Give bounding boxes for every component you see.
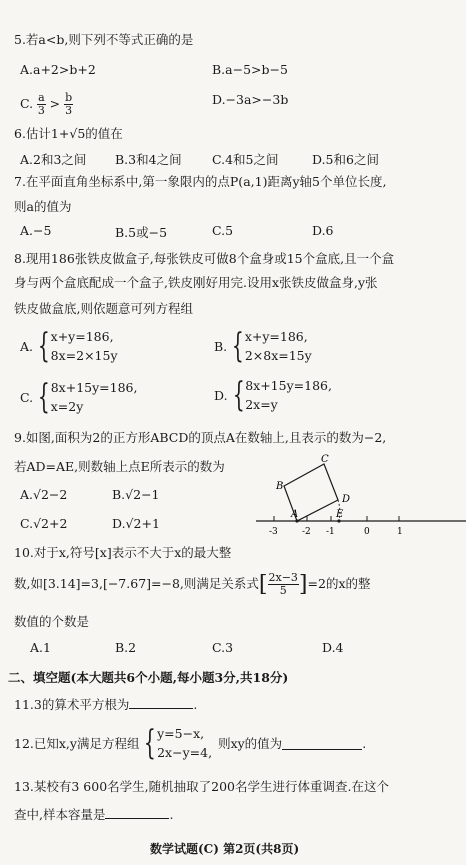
q5-option-d: D.−3a>−3b bbox=[212, 92, 289, 107]
section2-heading: 二、填空题(本大题共6个小题,每小题3分,共18分) bbox=[8, 670, 289, 685]
q10-option-a: A.1 bbox=[30, 640, 51, 655]
q8-option-b: B. { x+y=186, 2×8x=15y bbox=[214, 326, 312, 366]
point-a-label: A bbox=[291, 509, 299, 520]
q9-option-b: B.√2−1 bbox=[112, 487, 160, 502]
point-d-label: D bbox=[342, 494, 351, 505]
q7-option-a: A.−5 bbox=[20, 223, 52, 238]
q8-option-a-label: A. bbox=[20, 338, 34, 354]
q9-option-c: C.√2+2 bbox=[20, 516, 68, 531]
q10-option-b: B.2 bbox=[115, 640, 137, 655]
point-e-label: E bbox=[336, 509, 344, 520]
q13-text: 查中,样本容量是 bbox=[14, 807, 106, 822]
q13-line2: 查中,样本容量是 . bbox=[14, 807, 174, 822]
q9-option-a: A.√2−2 bbox=[20, 487, 68, 502]
tick-label: -2 bbox=[302, 527, 311, 537]
q10-stem-line2: 数,如[3.14]=3,[−7.67]=−8,则满足关系式[ $\frac{2x-3}{5}$ ]=2的x的整 bbox=[14, 571, 371, 597]
q10-fraction: $\frac{2x-3}{5}$ bbox=[268, 571, 298, 597]
q7-option-b: B.5或−5 bbox=[115, 225, 168, 240]
q5-c-op: > bbox=[49, 96, 61, 111]
q5-c-frac-left: $\frac{a}{3}$ bbox=[37, 91, 45, 117]
tick-label: -3 bbox=[269, 527, 278, 537]
tick-label: 1 bbox=[397, 527, 403, 537]
point-c-label: C bbox=[321, 454, 329, 465]
q7-option-d: D.6 bbox=[312, 223, 334, 238]
q5-option-c-label: C. bbox=[20, 96, 34, 111]
q12-system: y=5−x, 2x−y=4, bbox=[157, 726, 213, 760]
q8-option-b-label: B. bbox=[214, 338, 228, 354]
q8-option-a: A. { x+y=186, 8x=2×15y bbox=[20, 326, 118, 366]
q8-option-c: C. { 8x+15y=186, x=2y bbox=[20, 377, 138, 417]
q7-option-c: C.5 bbox=[212, 223, 234, 238]
q13-line1: 13.某校有3 600名学生,随机抽取了200名学生进行体重调查.在这个 bbox=[14, 779, 389, 794]
q10-stem-line2-post: =2的x的整 bbox=[307, 576, 371, 591]
q6-option-c: C.4和5之间 bbox=[212, 152, 279, 167]
q10-stem-line1: 10.对于x,符号[x]表示不大于x的最大整 bbox=[14, 545, 232, 560]
q5-option-b: B.a−5>b−5 bbox=[212, 62, 288, 77]
q12-line: 12.已知x,y满足方程组 { y=5−x, 2x−y=4, 则xy的值为 . bbox=[14, 723, 367, 763]
q9-option-d: D.√2+1 bbox=[112, 516, 160, 531]
q9-stem-line2: 若AD=AE,则数轴上点E所表示的数为 bbox=[14, 459, 225, 474]
q6-option-b: B.3和4之间 bbox=[115, 152, 182, 167]
q11-answer-blank[interactable] bbox=[129, 696, 193, 709]
q10-stem-line3: 数值的个数是 bbox=[14, 614, 90, 629]
q5-c-frac-right: $\frac{b}{3}$ bbox=[65, 91, 73, 117]
q8-option-d: D. { 8x+15y=186, 2x=y bbox=[214, 375, 332, 415]
q9-stem-line1: 9.如图,面积为2的正方形ABCD的顶点A在数轴上,且表示的数为−2, bbox=[14, 430, 387, 445]
q11-line: 11.3的算术平方根为 . bbox=[14, 697, 198, 712]
q5-stem: 5.若a<b,则下列不等式正确的是 bbox=[14, 32, 194, 47]
page-footer: 数学试题(C) 第2页(共8页) bbox=[150, 842, 300, 856]
q6-option-a: A.2和3之间 bbox=[20, 152, 87, 167]
q8-option-d-label: D. bbox=[214, 387, 228, 403]
q12-text-pre: 12.已知x,y满足方程组 bbox=[14, 736, 140, 751]
q8-option-c-label: C. bbox=[20, 389, 34, 405]
q8-stem-line3: 铁皮做盒底,则依题意可列方程组 bbox=[14, 301, 193, 316]
q10-stem-line2-pre: 数,如[3.14]=3,[−7.67]=−8,则满足关系式 bbox=[14, 576, 259, 591]
q5-option-c bbox=[20, 92, 73, 117]
q6-option-d: D.5和6之间 bbox=[312, 152, 379, 167]
q8-stem-line1: 8.现用186张铁皮做盒子,每张铁皮可做8个盒身或15个盒底,且一个盒 bbox=[14, 251, 395, 266]
tick-label: 0 bbox=[364, 527, 370, 537]
q10-option-c: C.3 bbox=[212, 640, 234, 655]
q9-figure bbox=[252, 452, 466, 544]
q10-option-d: D.4 bbox=[322, 640, 344, 655]
q12-answer-blank[interactable] bbox=[282, 737, 362, 750]
q11-text: 11.3的算术平方根为 bbox=[14, 697, 130, 712]
point-b-label: B bbox=[276, 481, 284, 492]
tick-label: -1 bbox=[326, 527, 335, 537]
q13-answer-blank[interactable] bbox=[105, 806, 169, 819]
q12-text-post: 则xy的值为 bbox=[218, 736, 283, 751]
q6-stem: 6.估计1+√5的值在 bbox=[14, 126, 123, 141]
q7-stem-line1: 7.在平面直角坐标系中,第一象限内的点P(a,1)距离y轴5个单位长度, bbox=[14, 174, 387, 189]
q5-option-a: A.a+2>b+2 bbox=[20, 62, 96, 77]
q7-stem-line2: 则a的值为 bbox=[14, 199, 72, 214]
q8-stem-line2: 身与两个盒底配成一个盒子,铁皮刚好用完.设用x张铁皮做盒身,y张 bbox=[14, 275, 378, 290]
